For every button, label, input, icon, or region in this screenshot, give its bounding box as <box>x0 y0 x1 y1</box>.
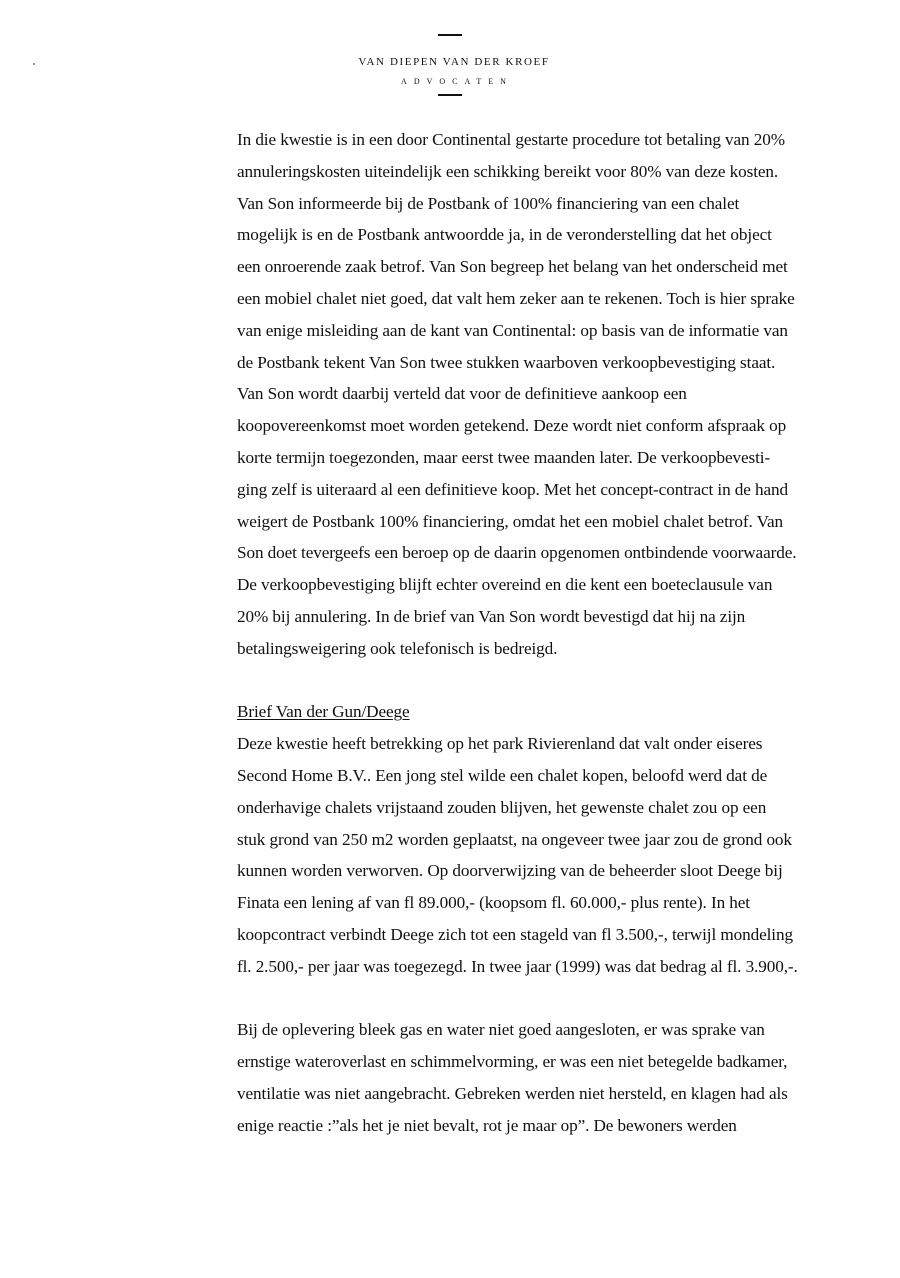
text-line: Second Home B.V.. Een jong stel wilde een chalet kopen, beloofd werd dat de <box>237 765 768 785</box>
paragraph-spacer <box>237 665 867 697</box>
text-line: koopcontract verbindt Deege zich tot een stageld van fl 3.500,-, terwijl mondeling <box>237 924 793 944</box>
section-heading: Brief Van der Gun/Deege <box>237 702 410 722</box>
text-line: kunnen worden verworven. Op doorverwijzing van de beheerder sloot Deege bij <box>237 861 783 881</box>
text-line: de Postbank tekent Van Son twee stukken waarboven verkoopbevestiging staat. <box>237 352 776 372</box>
text-line: 20% bij annulering. In de brief van Van Son wordt bevestigd dat hij na zijn <box>237 606 746 626</box>
text-line: mogelijk is en de Postbank antwoordde ja, in de veronderstelling dat het object <box>237 225 772 245</box>
text-line: Bij de oplevering bleek gas en water niet goed aangesloten, er was sprake van <box>237 1020 765 1040</box>
text-line: ging zelf is uiteraard al een definitieve koop. Met het concept-contract in de hand <box>237 479 789 499</box>
text-line: korte termijn toegezonden, maar eerst twee maanden later. De verkoopbevesti- <box>237 447 771 467</box>
letterhead <box>0 34 900 96</box>
text-line: Son doet tevergeefs een beroep op de daarin opgenomen ontbindende voorwaarde. <box>237 543 797 563</box>
firm-name: VAN DIEPEN VAN DER KROEF <box>358 56 550 68</box>
text-line: Deze kwestie heeft betrekking op het park Rivierenland dat valt onder eiseres <box>237 734 763 754</box>
text-line: In die kwestie is in een door Continental gestarte procedure tot betaling van 20% <box>237 130 785 149</box>
text-line: weigert de Postbank 100% financiering, omdat het een mobiel chalet betrof. Van <box>237 511 784 531</box>
paragraph-spacer <box>237 983 867 1015</box>
text-line: betalingsweigering ook telefonisch is bedreigd. <box>237 638 558 658</box>
text-line: fl. 2.500,- per jaar was toegezegd. In twee jaar (1999) was dat bedrag al fl. 3.900,-. <box>237 956 798 976</box>
text-line: enige reactie :”als het je niet bevalt, rot je maar op”. De bewoners werden <box>237 1115 737 1135</box>
letterhead-top-rule <box>438 34 462 36</box>
text-line: stuk grond van 250 m2 worden geplaatst, na ongeveer twee jaar zou de grond ook <box>237 829 792 849</box>
text-line: Van Son informeerde bij de Postbank of 100% financiering van een chalet <box>237 193 740 213</box>
text-line: De verkoopbevestiging blijft echter overeind en die kent een boeteclausule van <box>237 575 773 595</box>
text-line: Van Son wordt daarbij verteld dat voor de definitieve aankoop een <box>237 384 687 404</box>
text-line: een mobiel chalet niet goed, dat valt hem zeker aan te rekenen. Toch is hier sprake <box>237 288 795 308</box>
letter-body <box>237 124 867 1142</box>
letterhead-bottom-rule <box>438 94 462 96</box>
text-line: ventilatie was niet aangebracht. Gebreken werden niet hersteld, en klagen had als <box>237 1083 788 1103</box>
text-line: een onroerende zaak betrof. Van Son begreep het belang van het onderscheid met <box>237 257 788 277</box>
firm-subtitle: ADVOCATEN <box>401 77 513 86</box>
text-line: van enige misleiding aan de kant van Continental: op basis van de informatie van <box>237 320 788 340</box>
text-line: koopovereenkomst moet worden getekend. Deze wordt niet conform afspraak op <box>237 416 787 436</box>
text-line: ernstige wateroverlast en schimmelvorming, er was een niet betegelde badkamer, <box>237 1052 788 1072</box>
text-line: onderhavige chalets vrijstaand zouden blijven, het gewenste chalet zou op een <box>237 797 767 817</box>
paragraph-3 <box>237 1014 867 1141</box>
text-line: Finata een lening af van fl 89.000,- (koopsom fl. 60.000,- plus rente). In het <box>237 893 750 913</box>
text-line: annuleringskosten uiteindelijk een schikking bereikt voor 80% van deze kosten. <box>237 161 779 181</box>
paragraph-2 <box>237 728 867 982</box>
paragraph-1 <box>237 124 867 665</box>
